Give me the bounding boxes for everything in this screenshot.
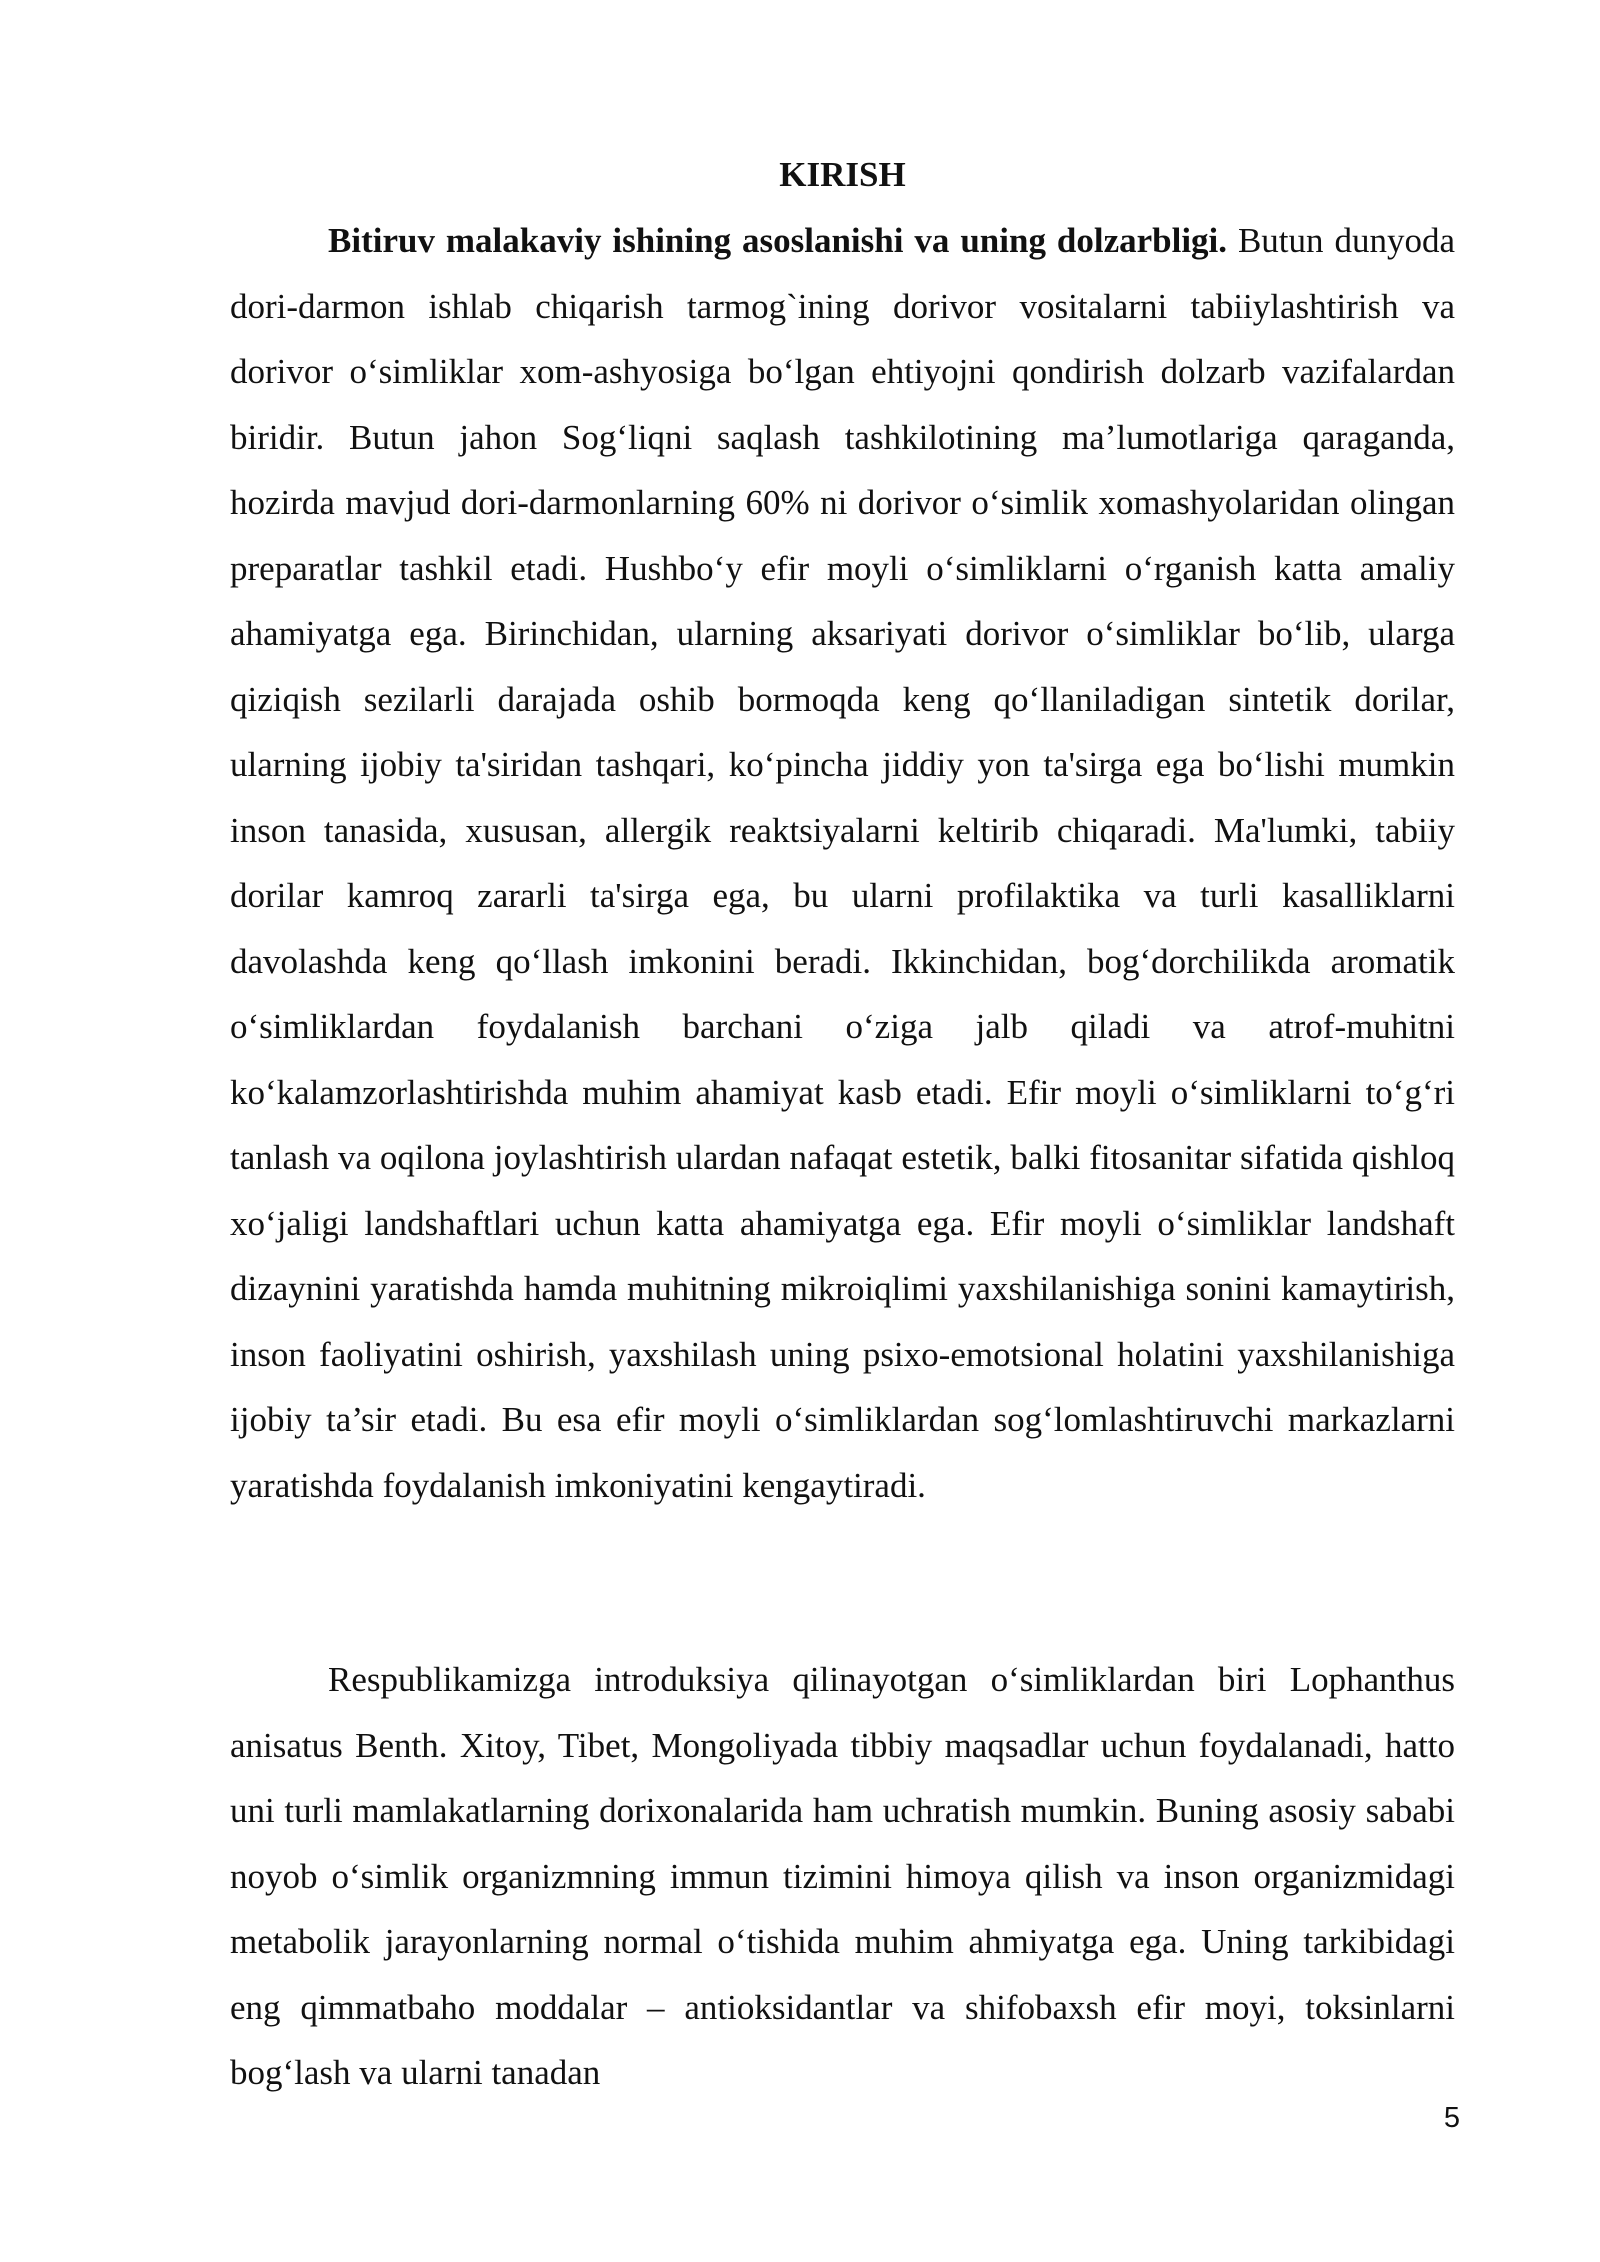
- paragraph-2: [230, 1647, 1455, 2106]
- section-title: KIRISH: [779, 155, 906, 194]
- page-number: 5: [1443, 2102, 1460, 2134]
- paragraph-1: [230, 208, 1455, 1518]
- paragraph-2-text: Respublikamizga introduksiya qilinayotgan o‘simliklardan biri Lophanthus anisatus Benth. Xitoy, Tibet, Mongoliyada tibbiy maqsadlar uchun foydalanadi, hatto uni turli mamlakatlarning dorixonalarida ham uchratish mumkin. Buning asosiy sababi noyob o‘simlik organizmning immun tizimini himoya qilish va inson organizmidagi metabolik jarayonlarning normal o‘tishida muhim ahmiyatga ega. Uning tarkibidagi eng qimmatbaho moddalar – antioksidantlar va shifobaxsh efir moyi, toksinlarni bog‘lash va ularni tanadan: [230, 1660, 1455, 2092]
- paragraph-1-lead: Bitiruv malakaviy ishining asoslanishi va uning dolzarbligi.: [328, 221, 1228, 260]
- paragraph-1-text: Butun dunyoda dori-darmon ishlab chiqarish tarmog`ining dorivor vositalarni tabiiylashtirish va dorivor o‘simliklar xom-ashyosiga bo‘lgan ehtiyojni qondirish dolzarb vazifalardan biridir. Butun jahon Sog‘liqni saqlash tashkilotining ma’lumotlariga qaraganda, hozirda mavjud dori-darmonlarning 60% ni dorivor o‘simlik xomashyolaridan olingan preparatlar tashkil etadi. Hushbo‘y efir moyli o‘simliklarni o‘rganish katta amaliy ahamiyatga ega. Birinchidan, ularning aksariyati dorivor o‘simliklar bo‘lib, ularga qiziqish sezilarli darajada oshib bormoqda keng qo‘llaniladigan sintetik dorilar, ularning ijobiy ta'siridan tashqari, ko‘pincha jiddiy yon ta'sirga ega bo‘lishi mumkin inson tanasida, xususan, allergik reaktsiyalarni keltirib chiqaradi. Ma'lumki, tabiiy dorilar kamroq zararli ta'sirga ega, bu ularni profilaktika va turli kasalliklarni davolashda keng qo‘llash imkonini beradi. Ikkinchidan, bog‘dorchilikda aromatik o‘simliklardan foydalanish barchani o‘ziga jalb qiladi va atrof-muhitni ko‘kalamzorlashtirishda muhim ahamiyat kasb etadi. Efir moyli o‘simliklarni to‘g‘ri tanlash va oqilona joylashtirish ulardan nafaqat estetik, balki fitosanitar sifatida qishloq xo‘jaligi landshaftlari uchun katta ahamiyatga ega. Efir moyli o‘simliklar landshaft dizaynini yaratishda hamda muhitning mikroiqlimi yaxshilanishiga sonini kamaytirish, inson faoliyatini oshirish, yaxshilash uning psixo-emotsional holatini yaxshilanishiga ijobiy ta’sir etadi. Bu esa efir moyli o‘simliklardan sog‘lomlashtiruvchi markazlarni yaratishda foydalanish imkoniyatini kengaytiradi.: [230, 221, 1455, 1505]
